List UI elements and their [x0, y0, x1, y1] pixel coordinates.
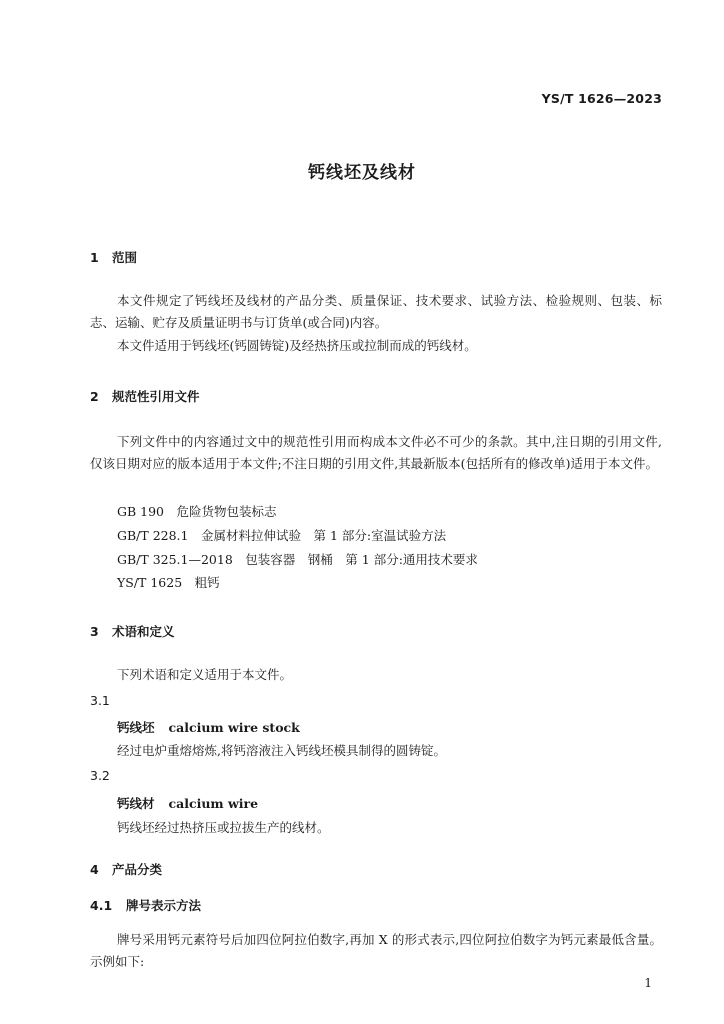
section-title: 规范性引用文件: [112, 389, 200, 404]
normative-reference: YS/T 1625 粗钙: [117, 575, 220, 590]
term-3-2-definition: 钙线坯经过热挤压或拉拔生产的线材。: [117, 820, 330, 835]
section-number: 2: [90, 389, 99, 404]
section-1-heading: [90, 248, 137, 266]
section-number: 3: [90, 624, 99, 639]
section-4-1-paragraph-1: 牌号采用钙元素符号后加四位阿拉伯数字,再加 X 的形式表示,四位阿拉伯数字为钙元素最低含量。示例如下:: [90, 932, 662, 969]
term-3-2-number: 3.2: [90, 768, 110, 783]
section-3-heading: [90, 622, 175, 640]
section-1-paragraph-2: 本文件适用于钙线坯(钙圆铸锭)及经热挤压或拉制而成的钙线材。: [117, 338, 477, 353]
section-1-paragraph-1: 本文件规定了钙线坯及线材的产品分类、质量保证、技术要求、试验方法、检验规则、包装、标志、运输、贮存及质量证明书与订货单(或合同)内容。: [90, 293, 662, 330]
section-4-1-heading: [90, 896, 201, 914]
document-title: 钙线坯及线材: [308, 163, 416, 183]
standard-code: YS/T 1626—2023: [541, 91, 662, 106]
normative-reference: GB 190 危险货物包装标志: [117, 504, 277, 519]
term-3-1-definition: 经过电炉重熔熔炼,将钙溶液注入钙线坯模具制得的圆铸锭。: [117, 743, 446, 758]
section-2-heading: [90, 387, 200, 405]
term-chinese: 钙线材: [117, 796, 155, 811]
section-3-paragraph-1: 下列术语和定义适用于本文件。: [117, 667, 293, 682]
term-english: calcium wire stock: [168, 720, 300, 735]
term-english: calcium wire: [168, 796, 259, 811]
section-title: 术语和定义: [112, 624, 175, 639]
section-number: 4: [90, 862, 99, 877]
normative-reference: GB/T 228.1 金属材料拉伸试验 第 1 部分:室温试验方法: [117, 528, 447, 543]
section-number: 4.1: [90, 898, 113, 913]
section-title: 产品分类: [112, 862, 163, 877]
page-number: 1: [644, 976, 652, 990]
term-3-2: [117, 794, 258, 812]
term-3-1-number: 3.1: [90, 693, 110, 708]
term-chinese: 钙线坯: [117, 720, 155, 735]
section-title: 牌号表示方法: [126, 898, 202, 913]
term-3-1: [117, 718, 300, 736]
section-number: 1: [90, 250, 99, 265]
section-4-heading: [90, 860, 162, 878]
section-2-paragraph-1: 下列文件中的内容通过文中的规范性引用而构成本文件必不可少的条款。其中,注日期的引用文件,仅该日期对应的版本适用于本文件;不注日期的引用文件,其最新版本(包括所有的修改单)适用于本文件。: [90, 434, 662, 471]
section-title: 范围: [112, 250, 138, 265]
normative-reference: GB/T 325.1—2018 包装容器 钢桶 第 1 部分:通用技术要求: [117, 552, 478, 567]
